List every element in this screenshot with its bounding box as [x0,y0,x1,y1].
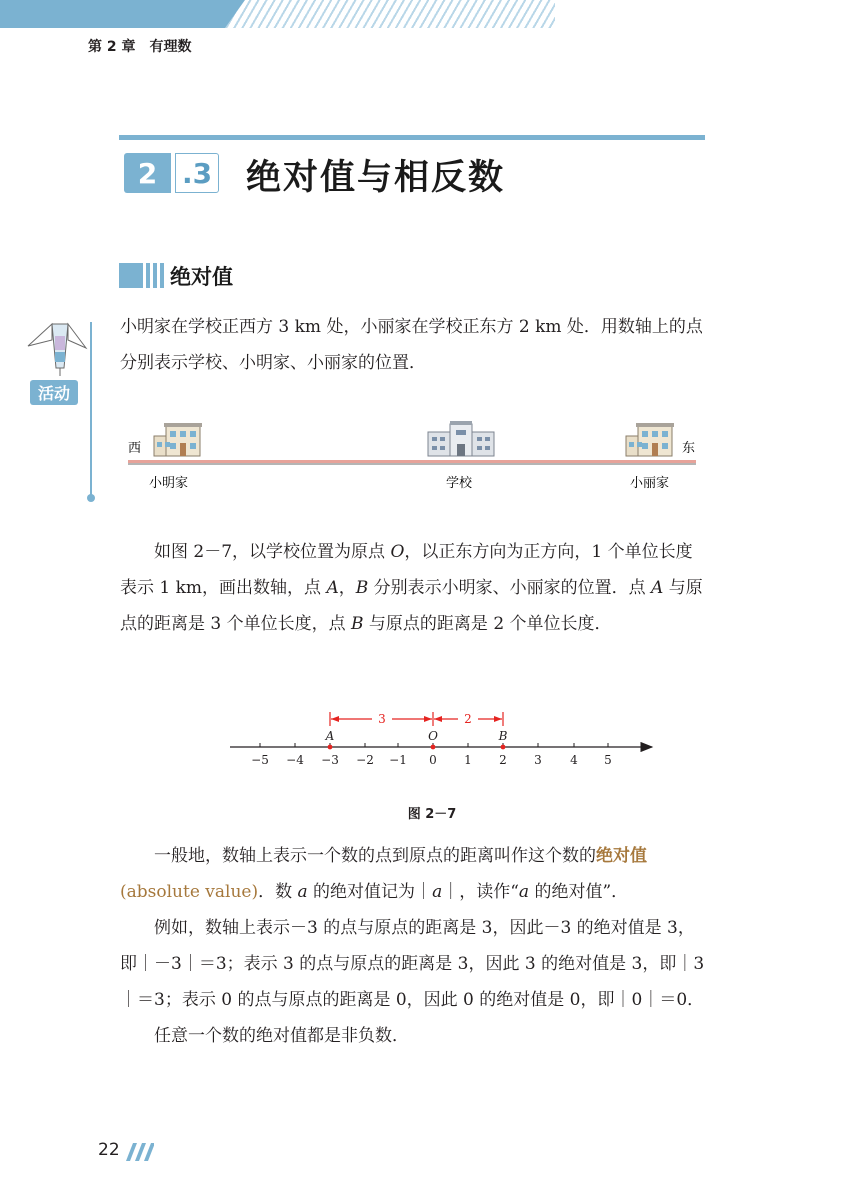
conclusion-paragraph: 任意一个数的绝对值都是非负数． [154,1026,409,1046]
definition-text [120,838,706,1054]
activity-text [120,309,706,381]
point-B-label: B [498,729,508,743]
tick-label: 1 [464,753,472,767]
point-A-label: A [325,729,335,743]
point-B [501,745,506,750]
house-icon-left [154,423,202,456]
xiaoming-home-label: 小明家 [149,476,189,491]
school-icon [428,421,494,456]
tick-label: 2 [499,753,507,767]
tick-label: 4 [570,753,578,767]
subsection-marker [119,263,167,288]
tick-label: −3 [321,753,339,767]
section-rule [119,135,705,140]
activity-paragraph: 小明家在学校正西方 3 km 处，小丽家在学校正东方 2 km 处．用数轴上的点分别表示学校、小明家、小丽家的位置． [120,317,703,373]
west-label: 西 [128,441,142,456]
tick-label: −1 [389,753,407,767]
explanation-paragraph: 如图 2－7，以学校位置为原点 O，以正东方向为正方向，1 个单位长度表示 1 km，画出数轴，点 A，B 分别表示小明家、小丽家的位置．点 A 与原点的距离是 3 个单位长度，点 B 与原点的距离是 2 个单位长度． [120,542,703,634]
section-number-minor: .3 [175,153,219,193]
activity-badge: 活动 [30,380,78,405]
kite-icon [24,318,88,378]
running-head: 第 2 章 有理数 [88,39,192,55]
explanation-text [120,534,706,642]
section-number-major: 2 [124,153,171,193]
point-A [328,745,333,750]
header-band [0,0,245,28]
page-slashes-decoration [120,1141,154,1163]
house-icon-right [626,423,674,456]
page-number: 22 [98,1140,120,1160]
east-label: 东 [682,441,696,456]
road-figure [120,418,706,498]
school-label: 学校 [446,476,473,491]
subsection-title: 绝对值 [170,265,233,289]
point-O [431,745,436,750]
distance-OB: 2 [464,712,472,726]
tick-label: 0 [429,753,437,767]
figure-caption: 图 2－7 [407,807,457,822]
example-paragraph: 例如，数轴上表示－3 的点与原点的距离是 3，因此－3 的绝对值是 3，即｜－3｜＝3；表示 3 的点与原点的距离是 3，因此 3 的绝对值是 3，即｜3｜＝3；表示 0 的点与原点的距离是 0，因此 0 的绝对值是 0，即｜0｜＝0． [120,918,705,1010]
activity-rule [90,322,92,498]
header-hatch [225,0,555,28]
distance-AO: 3 [378,712,386,726]
number-line-figure [220,704,670,774]
section-title: 绝对值与相反数 [246,158,506,198]
xiaoli-home-label: 小丽家 [630,476,670,491]
point-O-label: O [428,729,438,743]
activity-rule-end [87,494,95,502]
tick-label: −5 [251,753,269,767]
tick-label: 3 [534,753,542,767]
term-absolute-value: 绝对值 [596,846,647,866]
tick-label: −4 [286,753,304,767]
definition-paragraph: 一般地，数轴上表示一个数的点到原点的距离叫作这个数的绝对值(absolute value)．数 a 的绝对值记为｜a｜，读作“a 的绝对值”． [120,846,647,902]
tick-label: 5 [604,753,612,767]
tick-label: −2 [356,753,374,767]
